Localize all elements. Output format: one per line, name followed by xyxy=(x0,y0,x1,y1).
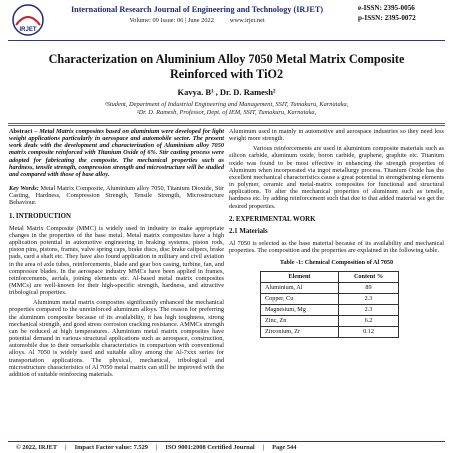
table-cell: 2.3 xyxy=(339,304,399,315)
table-cell: Copper, Cu xyxy=(261,293,339,304)
journal-header xyxy=(0,0,453,42)
experimental-heading: 2. EXPERIMENTAL WORK xyxy=(229,215,316,223)
table-cell: Aluminium, Al xyxy=(261,282,339,293)
left-column xyxy=(9,128,224,378)
footer-page: Page 544 xyxy=(272,444,297,451)
title-divider-bottom xyxy=(8,125,445,126)
materials-paragraph: Al 7050 is selected as the base material because of its availability and mechanical properties. The composition and the properties are explained in the following table. xyxy=(229,240,444,255)
table-row xyxy=(261,315,399,326)
table-cell: 6.2 xyxy=(339,315,399,326)
intro-paragraph-2: Aluminum metal matrix composites significantly enhanced the mechanical properties compared to the unreinforced aluminum alloys. The reason for preferring the aluminum composite because of its availability, it has high toughness, strong mechanical strength, and good stress corrosion cracking resistance. AMMCs strength can be reduced at high temperatures. Aluminium metal matrix composites have potential demand in various structural applications such as aerospace, construction, automobile due to their remarkable characteristics in comparison with conventional alloys. Al 7050 is widely used and suitable alloy among the Al-7xxx series for transportation applications. The physical, mechanical, tribological and microstructure characteristics of Al 7050 metal matrix can still be improved with the addition of suitable reinforcing materials. xyxy=(9,299,224,378)
keywords-text: Metal Matrix Composite, Aluminium alloy 7050, Titanium Dioxide, Stir Casting, Hardness, Compression Strength, Tensile Strength, Microstructure Behaviour. xyxy=(9,185,224,207)
paper-authors: Kavya. B¹ , Dr. D. Ramesh² xyxy=(177,87,276,97)
affiliation-1: ¹Student, Department of Industrial Engineering and Management, SSIT, Tumakuru, Karnataka, xyxy=(104,101,349,108)
table-header-element: Element xyxy=(261,271,339,282)
pissn: p-ISSN: 2395-0072 xyxy=(358,13,416,22)
table-caption: Table -1: Chemical Composition of Al 7050 xyxy=(279,259,394,267)
abstract xyxy=(9,128,224,178)
volume-line: Volume: 09 Issue: 06 | June 2022 www.irjet.net xyxy=(129,17,265,24)
abstract-text: Metal Matrix composites based on aluminium were developed for light weight applications particularly in aerospace and automobile sector. The present work deals with the development and characterization of Aluminium alloy 7050 matrix composite reinforced with Titanium Oxide of 6%. Stir casting process were adopted for fabricating the composite. The mechanical properties such as hardness, tensile strength, compression strength and microstructure will be studied and compared with those of base alloy. xyxy=(9,128,225,178)
table-row xyxy=(261,326,399,337)
table-cell: Zinc, Zn xyxy=(261,315,339,326)
table-header-content: Content % xyxy=(339,271,399,282)
table-cell: 0.12 xyxy=(339,326,399,337)
table-header-row xyxy=(261,271,399,282)
affiliation-2: ²Dr. D. Ramesh, Professor, Dept. of IEM, SSIT, Tumakuru, Karnataka, xyxy=(136,109,317,116)
table-cell: Magnesium, Mg xyxy=(261,304,339,315)
table-row xyxy=(261,282,399,293)
keywords xyxy=(9,185,224,206)
page-footer: © 2022, IRJET | Impact Factor value: 7.529 | ISO 9001:2008 Certified Journal | Page 544 xyxy=(16,444,297,451)
keywords-label: Key Words: xyxy=(9,185,39,193)
header-divider xyxy=(8,40,445,41)
right-paragraph-1: Aluminum used in mainly in automotive and aerospace industries so they need less weight more strength. xyxy=(229,128,444,143)
table-row xyxy=(261,304,399,315)
footer-divider xyxy=(8,441,445,442)
eissn: e-ISSN: 2395-0056 xyxy=(358,4,415,12)
irjet-logo-icon xyxy=(10,3,46,37)
table-row xyxy=(261,293,399,304)
paper-title: Characterization on Aluminium Alloy 7050 Metal Matrix Composite Reinforced with TiO2 xyxy=(48,52,405,81)
intro-paragraph-1: Metal Matrix Composite (MMC) is widely used in industry to make appropriate changes in the properties of the base metal. Metal matrix composites have a high application potential in automotive engineering in braking systems, piston rods, piston pins, pistons, frames, valve spring caps, brake discs, disc brake calipers, brake pads, card a shaft etc. They have also found application in military and civil aviation in the area of axle tubes, reinforcements, blade and gear box casing, turbine, fan, and compressor blades. In the aerospace industry MMCs have been applied in frames, reinforcements, aerials, joining elements etc. Al-based metal matrix composites (MMCs) are well-known for their high-specific strength, hardness, and attractive tribological properties. xyxy=(9,224,224,297)
intro-heading: 1. INTRODUCTION xyxy=(9,212,72,220)
materials-heading: 2.1 Materials xyxy=(229,227,268,235)
table-cell: Zirconium, Zr xyxy=(261,326,339,337)
table-cell: 2.3 xyxy=(339,293,399,304)
composition-table xyxy=(260,271,399,338)
footer-iso: ISO 9001:2008 Certified Journal xyxy=(165,444,255,451)
right-paragraph-2: Various reinforcements are used in aluminium composite materials such as silicon carbide, aluminum oxide, boron carbide, graphene, graphite etc. Titanium oxide was found to be most effective in enhancing the strength properties of Aluminum when incorporated via ingot metallurgy process. Titanium Oxide has the excellent mechanical characteristics cause a great potential in strengthening elements in polymer, ceramic and metal-matrix composites for functional and structural applications. To alter the mechanical properties of aluminum such as tensile, hardness etc. by adding reinforcement such that due to that added material we get the desired properties. xyxy=(229,145,444,210)
abstract-label: Abstract – xyxy=(9,128,38,135)
logo-text: IRJET xyxy=(19,27,37,33)
journal-name: International Research Journal of Engineering and Technology (IRJET) xyxy=(70,5,324,14)
footer-copyright: © 2022, IRJET xyxy=(16,444,58,451)
table-cell: 89 xyxy=(339,282,399,293)
footer-impact: Impact Factor value: 7.529 xyxy=(74,444,148,451)
right-column xyxy=(229,128,444,338)
title-divider-top xyxy=(8,123,445,124)
